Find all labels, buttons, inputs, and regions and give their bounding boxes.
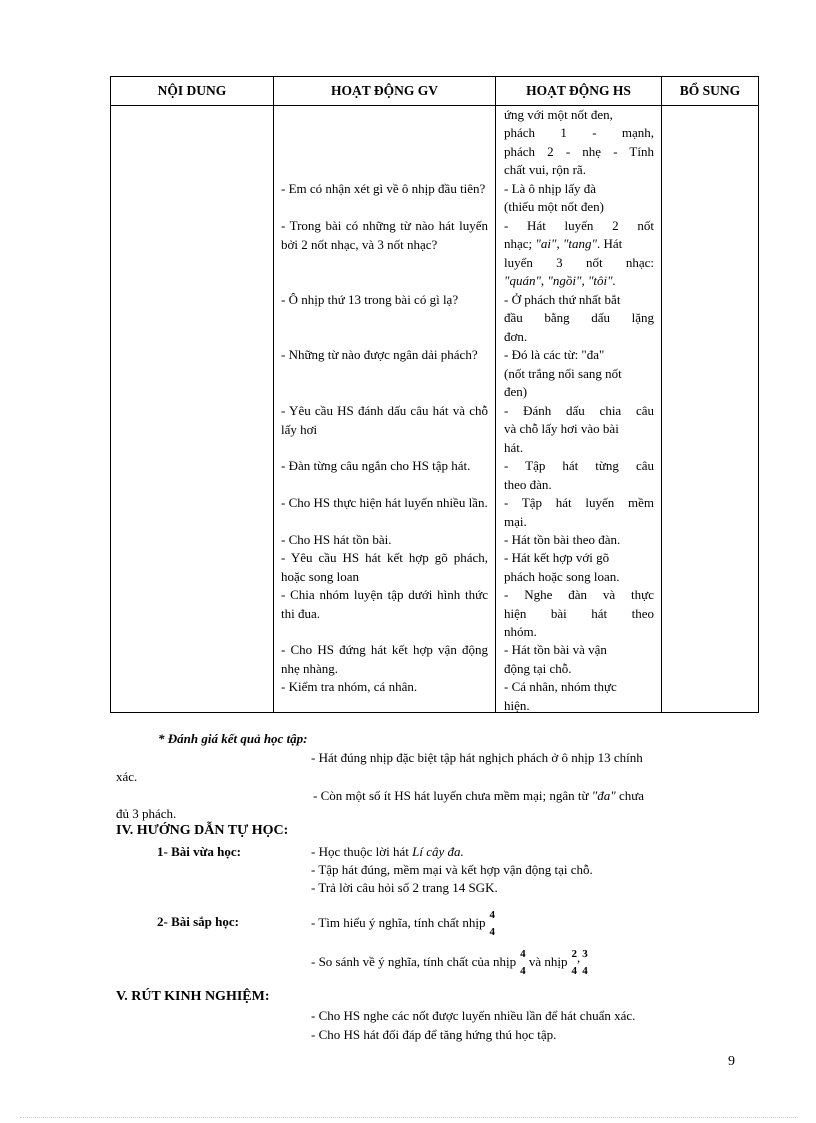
- student-line: - Hát kết hợp với gõ: [504, 550, 610, 565]
- sub-1-line-1: [311, 844, 464, 860]
- student-line: - Tập hát luyến mềm: [504, 495, 654, 510]
- sub-2-line-1-text: - Tìm hiểu ý nghĩa, tính chất nhịp: [311, 915, 486, 930]
- sub-2-line-2-text: - So sánh về ý nghĩa, tính chất của nhịp: [311, 954, 517, 969]
- header-bo-sung: BỔ SUNG: [662, 77, 759, 106]
- teacher-item: - Chia nhóm luyện tập dưới hình thức thi đua.: [281, 587, 488, 621]
- header-hoat-dong-gv: HOẠT ĐỘNG GV: [274, 77, 496, 106]
- time-sig-bottom: 4: [571, 965, 577, 978]
- sub-2-line-2: [311, 941, 588, 980]
- student-line: - Là ô nhịp lấy đà: [504, 181, 597, 196]
- student-line: - Cá nhân, nhóm thực: [504, 679, 617, 694]
- cell-teacher-activities: [274, 106, 496, 713]
- assessment-heading: * Đánh giá kết quả học tập:: [158, 731, 308, 746]
- time-sig-bottom: 4: [520, 965, 526, 978]
- teacher-item: - Trong bài có những từ nào hát luyến bởi 2 nốt nhạc, và 3 nốt nhạc?: [281, 218, 488, 252]
- student-line: đen): [504, 384, 528, 399]
- time-sig-bottom: 4: [489, 926, 496, 939]
- student-line: phách 2 - nhẹ - Tính: [504, 144, 654, 159]
- sub-2-line-1: [311, 906, 495, 941]
- student-line: - Nghe đàn và thực: [504, 587, 654, 602]
- time-sig-top: 3: [582, 948, 588, 961]
- student-line: theo đàn.: [504, 477, 552, 492]
- teacher-item: - Yêu cầu HS hát kết hợp gõ phách, hoặc song loan: [281, 550, 488, 584]
- student-line: phách hoặc song loan.: [504, 569, 620, 584]
- student-line: - Hát tồn bài và vận: [504, 642, 607, 657]
- cell-bo-sung: [662, 106, 759, 713]
- song-word: "ai": [535, 236, 557, 251]
- student-line: đầu bằng dấu lặng: [504, 310, 654, 325]
- footer-divider: [20, 1117, 796, 1118]
- student-line: nhạc; "ai", "tang". Hát: [504, 236, 623, 251]
- section-5-heading: V. RÚT KINH NGHIỆM:: [116, 989, 270, 1004]
- teacher-item: - Cho HS hát tồn bài.: [281, 532, 392, 547]
- student-line: ứng với một nốt đen,: [504, 107, 613, 122]
- assessment-item-2-text-end: chưa: [615, 788, 645, 803]
- table-row: [111, 106, 759, 713]
- student-line: - Hát tồn bài theo đàn.: [504, 532, 621, 547]
- header-hoat-dong-hs: HOẠT ĐỘNG HS: [496, 77, 662, 106]
- student-line: (nốt trắng nối sang nốt: [504, 366, 622, 381]
- sub-1-line-2: - Tập hát đúng, mềm mại và kết hợp vận động tại chỗ.: [311, 862, 593, 877]
- assessment-item-1-cont: xác.: [116, 769, 138, 784]
- cell-student-activities: [496, 106, 662, 713]
- sub-1-line-3: - Trả lời câu hỏi số 2 trang 14 SGK.: [311, 880, 498, 895]
- assessment-item-2-text: - Còn một số ít HS hát luyến chưa mềm mại; ngân từ: [313, 788, 592, 803]
- student-line: đơn.: [504, 329, 528, 344]
- student-line: hiện.: [504, 698, 530, 713]
- section-5-line-2: - Cho HS hát đối đáp để tăng hứng thú học tập.: [311, 1027, 557, 1042]
- assessment-item-2-cont: đủ 3 phách.: [116, 806, 177, 821]
- student-line: - Đó là các từ: "đa": [504, 347, 605, 362]
- time-sig-bottom: 4: [582, 965, 588, 978]
- student-line: - Đánh dấu chia câu: [504, 403, 654, 418]
- song-word: "tang": [562, 236, 597, 251]
- time-sig-separator: ,: [576, 950, 581, 965]
- student-line: nhóm.: [504, 624, 537, 639]
- student-line: mại.: [504, 514, 527, 529]
- student-line: luyến 3 nốt nhạc:: [504, 255, 654, 270]
- student-line: chất vui, rộn rã.: [504, 162, 586, 177]
- teacher-item: - Cho HS đứng hát kết hợp vận động nhẹ nhàng.: [281, 642, 488, 676]
- cell-noi-dung: [111, 106, 274, 713]
- student-line: - Tập hát từng câu: [504, 458, 654, 473]
- sub-2-label: 2- Bài sắp học:: [157, 914, 239, 929]
- sub-2-line-2-and: và nhịp: [528, 954, 568, 969]
- teacher-item: - Đàn từng câu ngắn cho HS tập hát.: [281, 458, 471, 473]
- sub-1-label: 1- Bài vừa học:: [157, 844, 241, 859]
- section-5-line-1: - Cho HS nghe các nốt được luyến nhiều lần để hát chuẩn xác.: [311, 1008, 636, 1023]
- student-line: phách 1 - mạnh,: [504, 125, 654, 140]
- time-sig-top: 2: [571, 948, 577, 961]
- teacher-item: - Những từ nào được ngân dải phách?: [281, 347, 478, 362]
- section-4-heading: IV. HƯỚNG DẪN TỰ HỌC:: [116, 823, 289, 838]
- teacher-item: - Em có nhận xét gì về ô nhịp đầu tiên?: [281, 181, 486, 196]
- student-line: và chỗ lấy hơi vào bài: [504, 421, 619, 436]
- teacher-item: - Yêu cầu HS đánh dấu câu hát và chỗ lấy hơi: [281, 403, 488, 437]
- song-title: Lí cây đa.: [412, 844, 464, 859]
- student-line: hiện bài hát theo: [504, 606, 654, 621]
- time-sig-top: 4: [520, 948, 526, 961]
- lesson-activity-table: [110, 76, 759, 713]
- time-signature-4-4: [490, 907, 496, 941]
- teacher-item: - Cho HS thực hiện hát luyến nhiều lần.: [281, 495, 488, 510]
- student-line: - Ở phách thứ nhất bắt: [504, 292, 621, 307]
- song-word: "đa": [591, 788, 616, 803]
- time-signature-4-4: [520, 946, 526, 980]
- time-signature-3-4: [582, 946, 588, 980]
- student-line: động tại chỗ.: [504, 661, 572, 676]
- student-line: (thiếu một nốt đen): [504, 199, 605, 214]
- time-sig-top: 4: [489, 909, 496, 922]
- student-line: hát.: [504, 440, 524, 455]
- sub-1-line-1-text: - Học thuộc lời hát: [311, 844, 413, 859]
- student-line: - Hát luyến 2 nốt: [504, 218, 654, 233]
- table-header-row: [111, 77, 759, 106]
- assessment-item-2: [313, 788, 644, 804]
- header-noi-dung: NỘI DUNG: [111, 77, 274, 106]
- teacher-item: - Kiểm tra nhóm, cá nhân.: [281, 679, 418, 694]
- student-line: "quán", "ngồi", "tôi".: [504, 273, 616, 288]
- assessment-item-1: - Hát đúng nhịp đặc biệt tập hát nghịch phách ở ô nhịp 13 chính: [311, 750, 643, 765]
- teacher-item: - Ô nhịp thứ 13 trong bài có gì lạ?: [281, 292, 459, 307]
- page-number: 9: [728, 1054, 735, 1069]
